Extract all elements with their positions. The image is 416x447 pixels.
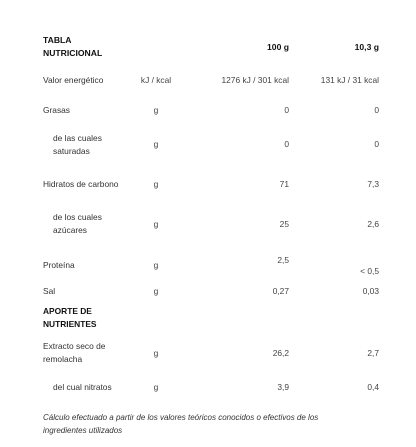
row-value-serving: 0,03 [362, 286, 379, 296]
row-label: Valor energético [43, 74, 104, 85]
row-label: del cual nitratos [53, 381, 112, 392]
col-header-serving: 10,3 g [354, 41, 379, 52]
table-row [43, 201, 379, 247]
row-label: de los cuales azúcares [53, 212, 102, 235]
row-unit: g [153, 139, 159, 149]
row-label: Sal [43, 286, 56, 296]
row-value-serving: 7,3 [367, 178, 379, 189]
row-value-100g: 0,27 [272, 286, 289, 296]
row-value-serving: 0 [374, 104, 379, 115]
table-header-row [43, 32, 379, 62]
row-unit: g [153, 286, 159, 296]
row-value-100g: 0 [284, 104, 289, 115]
row-unit: kJ / kcal [140, 74, 172, 85]
nutrition-table [43, 32, 379, 404]
table-row [43, 62, 379, 98]
row-value-100g: 25 [279, 218, 289, 229]
row-label: de las cuales saturadas [53, 132, 102, 156]
table-row [43, 370, 379, 404]
table-row [43, 247, 379, 283]
row-value-100g: 3,9 [277, 381, 289, 392]
table-row [43, 336, 379, 370]
row-value-100g: 1276 kJ / 301 kcal [221, 74, 289, 85]
footnote: Cálculo efectuado a partir de los valores teóricos conocidos o efectivos de los ingredientes utilizados [43, 413, 319, 435]
col-header-100g: 100 g [267, 41, 289, 52]
section-title: APORTE DE NUTRIENTES [43, 306, 97, 329]
row-value-serving: 2,7 [367, 347, 379, 358]
table-row [43, 167, 379, 201]
row-unit: g [153, 259, 159, 270]
row-unit: g [153, 218, 159, 229]
row-label: Grasas [43, 104, 70, 115]
table-row [43, 122, 379, 167]
row-value-serving: 2,6 [367, 218, 379, 229]
row-value-serving: 0 [374, 139, 379, 149]
unit-header [131, 32, 181, 62]
row-value-serving: 131 kJ / 31 kcal [320, 74, 379, 85]
row-value-100g: 71 [279, 178, 289, 189]
nutrition-panel [43, 32, 379, 437]
table-row [43, 98, 379, 122]
section-header-row [43, 300, 379, 336]
table-title: TABLA NUTRICIONAL [43, 35, 103, 58]
row-value-100g: 2,5 [277, 254, 289, 265]
row-label: Hidratos de carbono [43, 178, 119, 189]
row-value-serving: 0,4 [367, 381, 379, 392]
row-label: Proteína [43, 259, 75, 270]
row-label: Extracto seco de remolacha [43, 341, 106, 364]
row-value-100g: 26,2 [272, 347, 289, 358]
row-unit: g [153, 381, 159, 392]
row-unit: g [153, 347, 159, 358]
row-value-serving: < 0,5 [360, 265, 379, 276]
table-row [43, 283, 379, 300]
row-unit: g [153, 178, 159, 189]
row-value-100g: 0 [284, 139, 289, 149]
row-unit: g [153, 104, 159, 115]
